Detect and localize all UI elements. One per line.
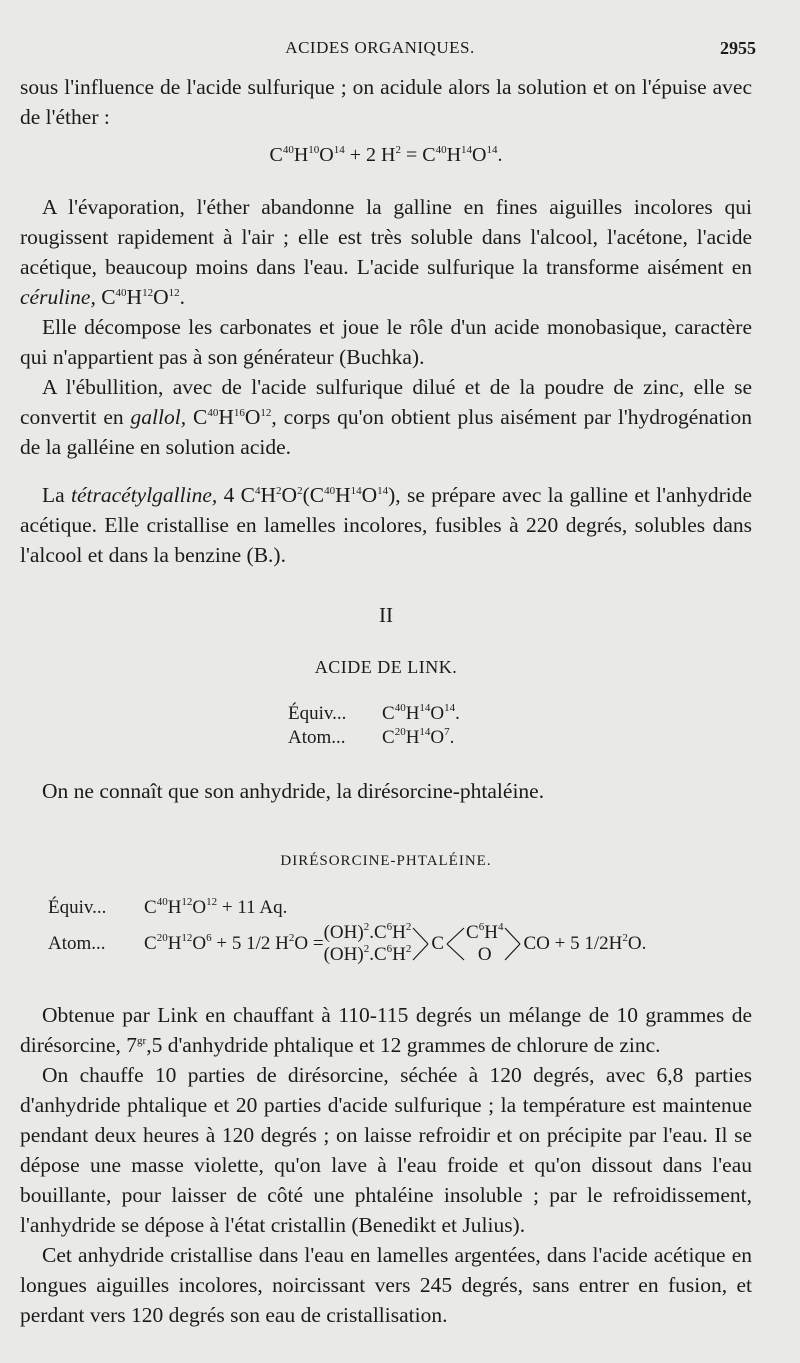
atom-formula-row: Atom... $C^{20}H^{14}O^7$. [288, 726, 455, 748]
paragraph-continuation: sous l'influence de l'acide sulfurique ; on acidule alors la solution et on l'épuise avec de l'éther : [20, 75, 752, 129]
running-title: ACIDES ORGANIQUES. [285, 38, 475, 57]
paragraph-obtenue: Obtenue par Link en chauffant à 110-115 degrés un mélange de 10 grammes de dirésorcine, $7^{gr},5$ d'anhydride phtalique et 12 grammes de chlorure de zinc. [20, 1003, 752, 1057]
paragraph-procedure: On chauffe 10 parties de dirésorcine, séchée à 120 degrés, avec 6,8 parties d'anhydride phtalique et 20 parties d'acide sulfurique ; la température est maintenue pendant deux heures à 120 degrés ; on laisse refroidir et on précipite par l'eau. Il se dépose une masse violette, qu'on lave à l'eau froide et qu'on dissout dans l'eau bouillante, pour laisser de côté une phtaléine insoluble ; par le refroidissement, l'anhydride se dépose à l'état cristallin (Benedikt et Julius). [20, 1063, 752, 1237]
central-carbon: C [431, 933, 445, 954]
structural-formula [324, 922, 647, 966]
subsection-title: DIRÉSORCINE-PHTALÉINE. [280, 853, 492, 869]
equiv-formula-row: Équiv... $C^{40}H^{14}O^{14}$. [288, 702, 460, 724]
section-title: ACIDE DE LINK. [314, 657, 458, 677]
paragraph-carbonates: Elle décompose les carbonates et joue le rôle d'un acide monobasique, caractère qui n'appartient pas à son générateur (Buchka). [20, 315, 752, 369]
paragraph-anhydride: On ne connaît que son anhydride, la dirésorcine-phtaléine. [42, 779, 545, 803]
bond-lines-right [503, 922, 523, 966]
benzene-group: $C^6H^4$ [466, 921, 504, 943]
bottom-group: $(OH)^2.C^6H^2$ [323, 943, 412, 965]
section-numeral: II [379, 603, 393, 627]
top-group: $(OH)^2.C^6H^2$ [323, 921, 412, 943]
running-header [0, 38, 800, 68]
bond-lines-left [411, 922, 431, 966]
atom-lhs: $C^{20}H^{12}O^6 + 5$ 1/2 $H^2O$ = [144, 932, 324, 954]
diresorcine-formulas [48, 896, 752, 966]
bond-lines-center [444, 922, 466, 966]
equation-hydrogenation: $C^{40}H^{10}O^{14} + 2$ $H^2 = C^{40}H^{14}O^{14}$. [269, 144, 503, 166]
dires-atom-row: Atom... $C^{20}H^{12}O^6 + 5$ 1/2 $H^2O$ = $(OH)^2.C^6H^2$ $(OH)^2.C^6H^2$ C $C^6H^4$ O CO + 5 $1/2H^2O$. [48, 921, 647, 965]
link-acid-formulas [288, 702, 752, 750]
formula-tail: CO + 5 $1/2H^2O$. [523, 932, 647, 954]
paragraph-tetracetylgalline: La tétracétylgalline, 4 $C^4H^2O^2(C^{40}H^{14}O^{14})$, se prépare avec la galline et l'anhydride acétique. Elle cristallise en lamelles incolores, fusibles à 220 degrés, solubles dans l'alcool et dans la benzine (B.). [20, 483, 752, 567]
page-number: 2955 [720, 38, 756, 58]
oxygen-bridge: O [477, 944, 492, 965]
dires-equiv-row: Équiv... $C^{40}H^{12}O^{12} + 11$ Aq. [48, 896, 288, 918]
paragraph-crystallisation: Cet anhydride cristallise dans l'eau en lamelles argentées, dans l'acide acétique en longues aiguilles incolores, noircissant vers 245 degrés, sans entrer en fusion, et perdant vers 120 degrés son eau de cristallisation. [20, 1243, 752, 1327]
paragraph-evaporation: A l'évaporation, l'éther abandonne la galline en fines aiguilles incolores qui rougissent rapidement à l'air ; elle est très soluble dans l'alcool, l'acétone, l'acide acétique, beaucoup moins dans l'eau. L'acide sulfurique la transforme aisément en céruline, $C^{40}H^{12}O^{12}$. [20, 195, 752, 309]
page-body [20, 72, 752, 1330]
paragraph-ebullition: A l'ébullition, avec de l'acide sulfurique dilué et de la poudre de zinc, elle se convertit en gallol, $C^{40}H^{16}O^{12}$, corps qu'on obtient plus aisément par l'hydrogénation de la galléine en solution acide. [20, 375, 753, 459]
